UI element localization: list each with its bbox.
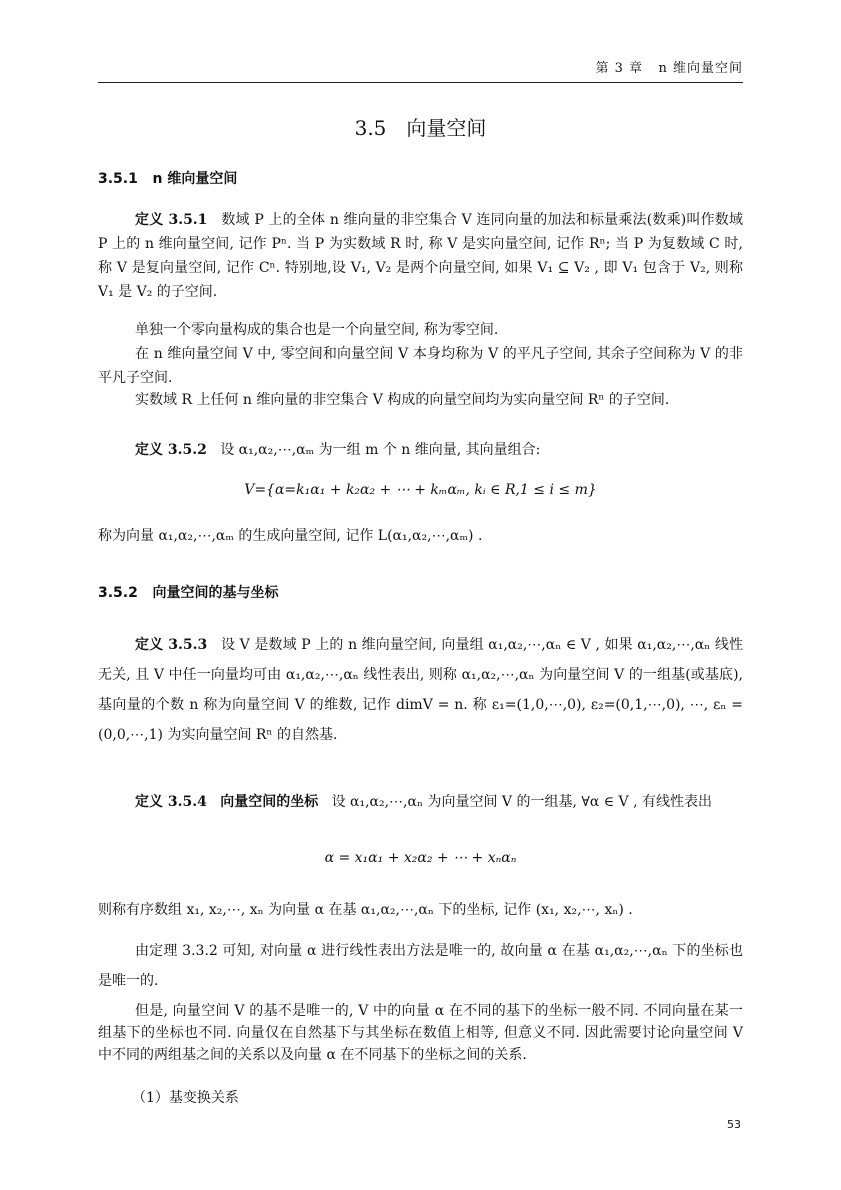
definition-3-5-4 bbox=[98, 788, 743, 816]
coordinate-equation: α = x₁α₁ + x₂α₂ + ⋯ + xₙαₙ bbox=[324, 850, 517, 866]
subsection-number: 3.5.2 bbox=[98, 585, 138, 601]
coordinate-paragraph: 则称有序数组 x₁, x₂,⋯, xₙ 为向量 α 在基 α₁,α₂,⋯,αₙ 下的坐标, 记作 (x₁, x₂,⋯, xₙ) . bbox=[98, 902, 633, 918]
subsection-title: 向量空间的基与坐标 bbox=[152, 585, 279, 601]
uniqueness-paragraph: 由定理 3.3.2 可知, 对向量 α 进行线性表出方法是唯一的, 故向量 α 在基 α₁,α₂,⋯,αₙ 下的坐标也是唯一的. bbox=[98, 943, 743, 989]
subsection-title: n 维向量空间 bbox=[152, 171, 238, 187]
span-paragraph: 称为向量 α₁,α₂,⋯,αₘ 的生成向量空间, 记作 L(α₁,α₂,⋯,αₘ) . bbox=[98, 528, 483, 544]
trivial-subspace-paragraph: 在 n 维向量空间 V 中, 零空间和向量空间 V 本身均称为 V 的平凡子空间, 其余子空间称为 V 的非平凡子空间. bbox=[98, 346, 743, 386]
span-equation: V={α=k₁α₁ + k₂α₂ + ⋯ + kₘαₘ, kᵢ ∈ R,1 ≤ i ≤ m} bbox=[244, 482, 597, 498]
header-chapter: 第 3 章 bbox=[595, 61, 644, 76]
definition-3-5-1 bbox=[98, 208, 743, 304]
definition-text: 数域 P 上的全体 n 维向量的非空集合 V 连同向量的加法和标量乘法(数乘)叫作数域 P 上的 n 维向量空间, 记作 Pⁿ. 当 P 为实数域 R 时, 称 V 是实向量空间, 记作 Rⁿ; 当 P 为复数域 C 时, 称 V 是复向量空间, 记作 Cⁿ. 特别地,设 V₁, V₂ 是两个向量空间, 如果 V₁ ⊆ V₂ , 即 V₁ 包含于 V₂, 则称 V₁ 是 V₂ 的子空间. bbox=[98, 212, 743, 300]
definition-label: 定义 3.5.3 bbox=[135, 637, 208, 653]
subsection-3-5-1 bbox=[98, 168, 237, 188]
item-basis-change: （1）基变换关系 bbox=[132, 1090, 239, 1106]
zero-space-paragraph: 单独一个零向量构成的集合也是一个向量空间, 称为零空间. bbox=[135, 322, 499, 338]
definition-label: 定义 3.5.1 bbox=[135, 212, 208, 228]
definition-label: 定义 3.5.4 bbox=[135, 794, 207, 810]
section-title: 3.5 向量空间 bbox=[354, 116, 487, 140]
definition-text: 设 V 是数域 P 上的 n 维向量空间, 向量组 α₁,α₂,⋯,αₙ ∈ V , 如果 α₁,α₂,⋯,αₙ 线性无关, 且 V 中任一向量均可由 α₁,α₂,⋯,αₙ 线性表出, 则称 α₁,α₂,⋯,αₙ 为向量空间 V 的一组基(或基底), 基向量的个数 n 称为向量空间 V 的维数, 记作 dimV = n. 称 ε₁=(1,0,⋯,0), ε₂=(0,1,⋯,0), ⋯, εₙ =(0,0,⋯,1) 为实向量空间 Rⁿ 的自然基. bbox=[98, 637, 743, 743]
definition-text: 设 α₁,α₂,⋯,αₙ 为向量空间 V 的一组基, ∀α ∈ V , 有线性表出 bbox=[331, 794, 713, 810]
definition-text: 设 α₁,α₂,⋯,αₘ 为一组 m 个 n 维向量, 其向量组合: bbox=[220, 442, 541, 458]
real-subspace-paragraph: 实数域 R 上任何 n 维向量的非空集合 V 构成的向量空间均为实向量空间 Rⁿ 的子空间. bbox=[135, 392, 670, 408]
non-unique-basis-paragraph: 但是, 向量空间 V 的基不是唯一的, V 中的向量 α 在不同的基下的坐标一般不同. 不同向量在某一组基下的坐标也不同. 向量仅在自然基下与其坐标在数值上相等, 但意义不同. 因此需要讨论向量空间 V 中不同的两组基之间的关系以及向量 α 在不同基下的坐标之间的关系. bbox=[98, 1003, 743, 1063]
page-number: 53 bbox=[727, 1118, 741, 1131]
running-header bbox=[98, 58, 743, 83]
subsection-3-5-2 bbox=[98, 582, 279, 602]
definition-label: 定义 3.5.2 bbox=[135, 442, 207, 458]
header-chapter-title: n 维向量空间 bbox=[658, 61, 743, 76]
definition-3-5-3 bbox=[98, 630, 743, 750]
subsection-number: 3.5.1 bbox=[98, 171, 138, 187]
definition-3-5-2 bbox=[98, 438, 743, 462]
definition-name: 向量空间的坐标 bbox=[220, 794, 319, 810]
